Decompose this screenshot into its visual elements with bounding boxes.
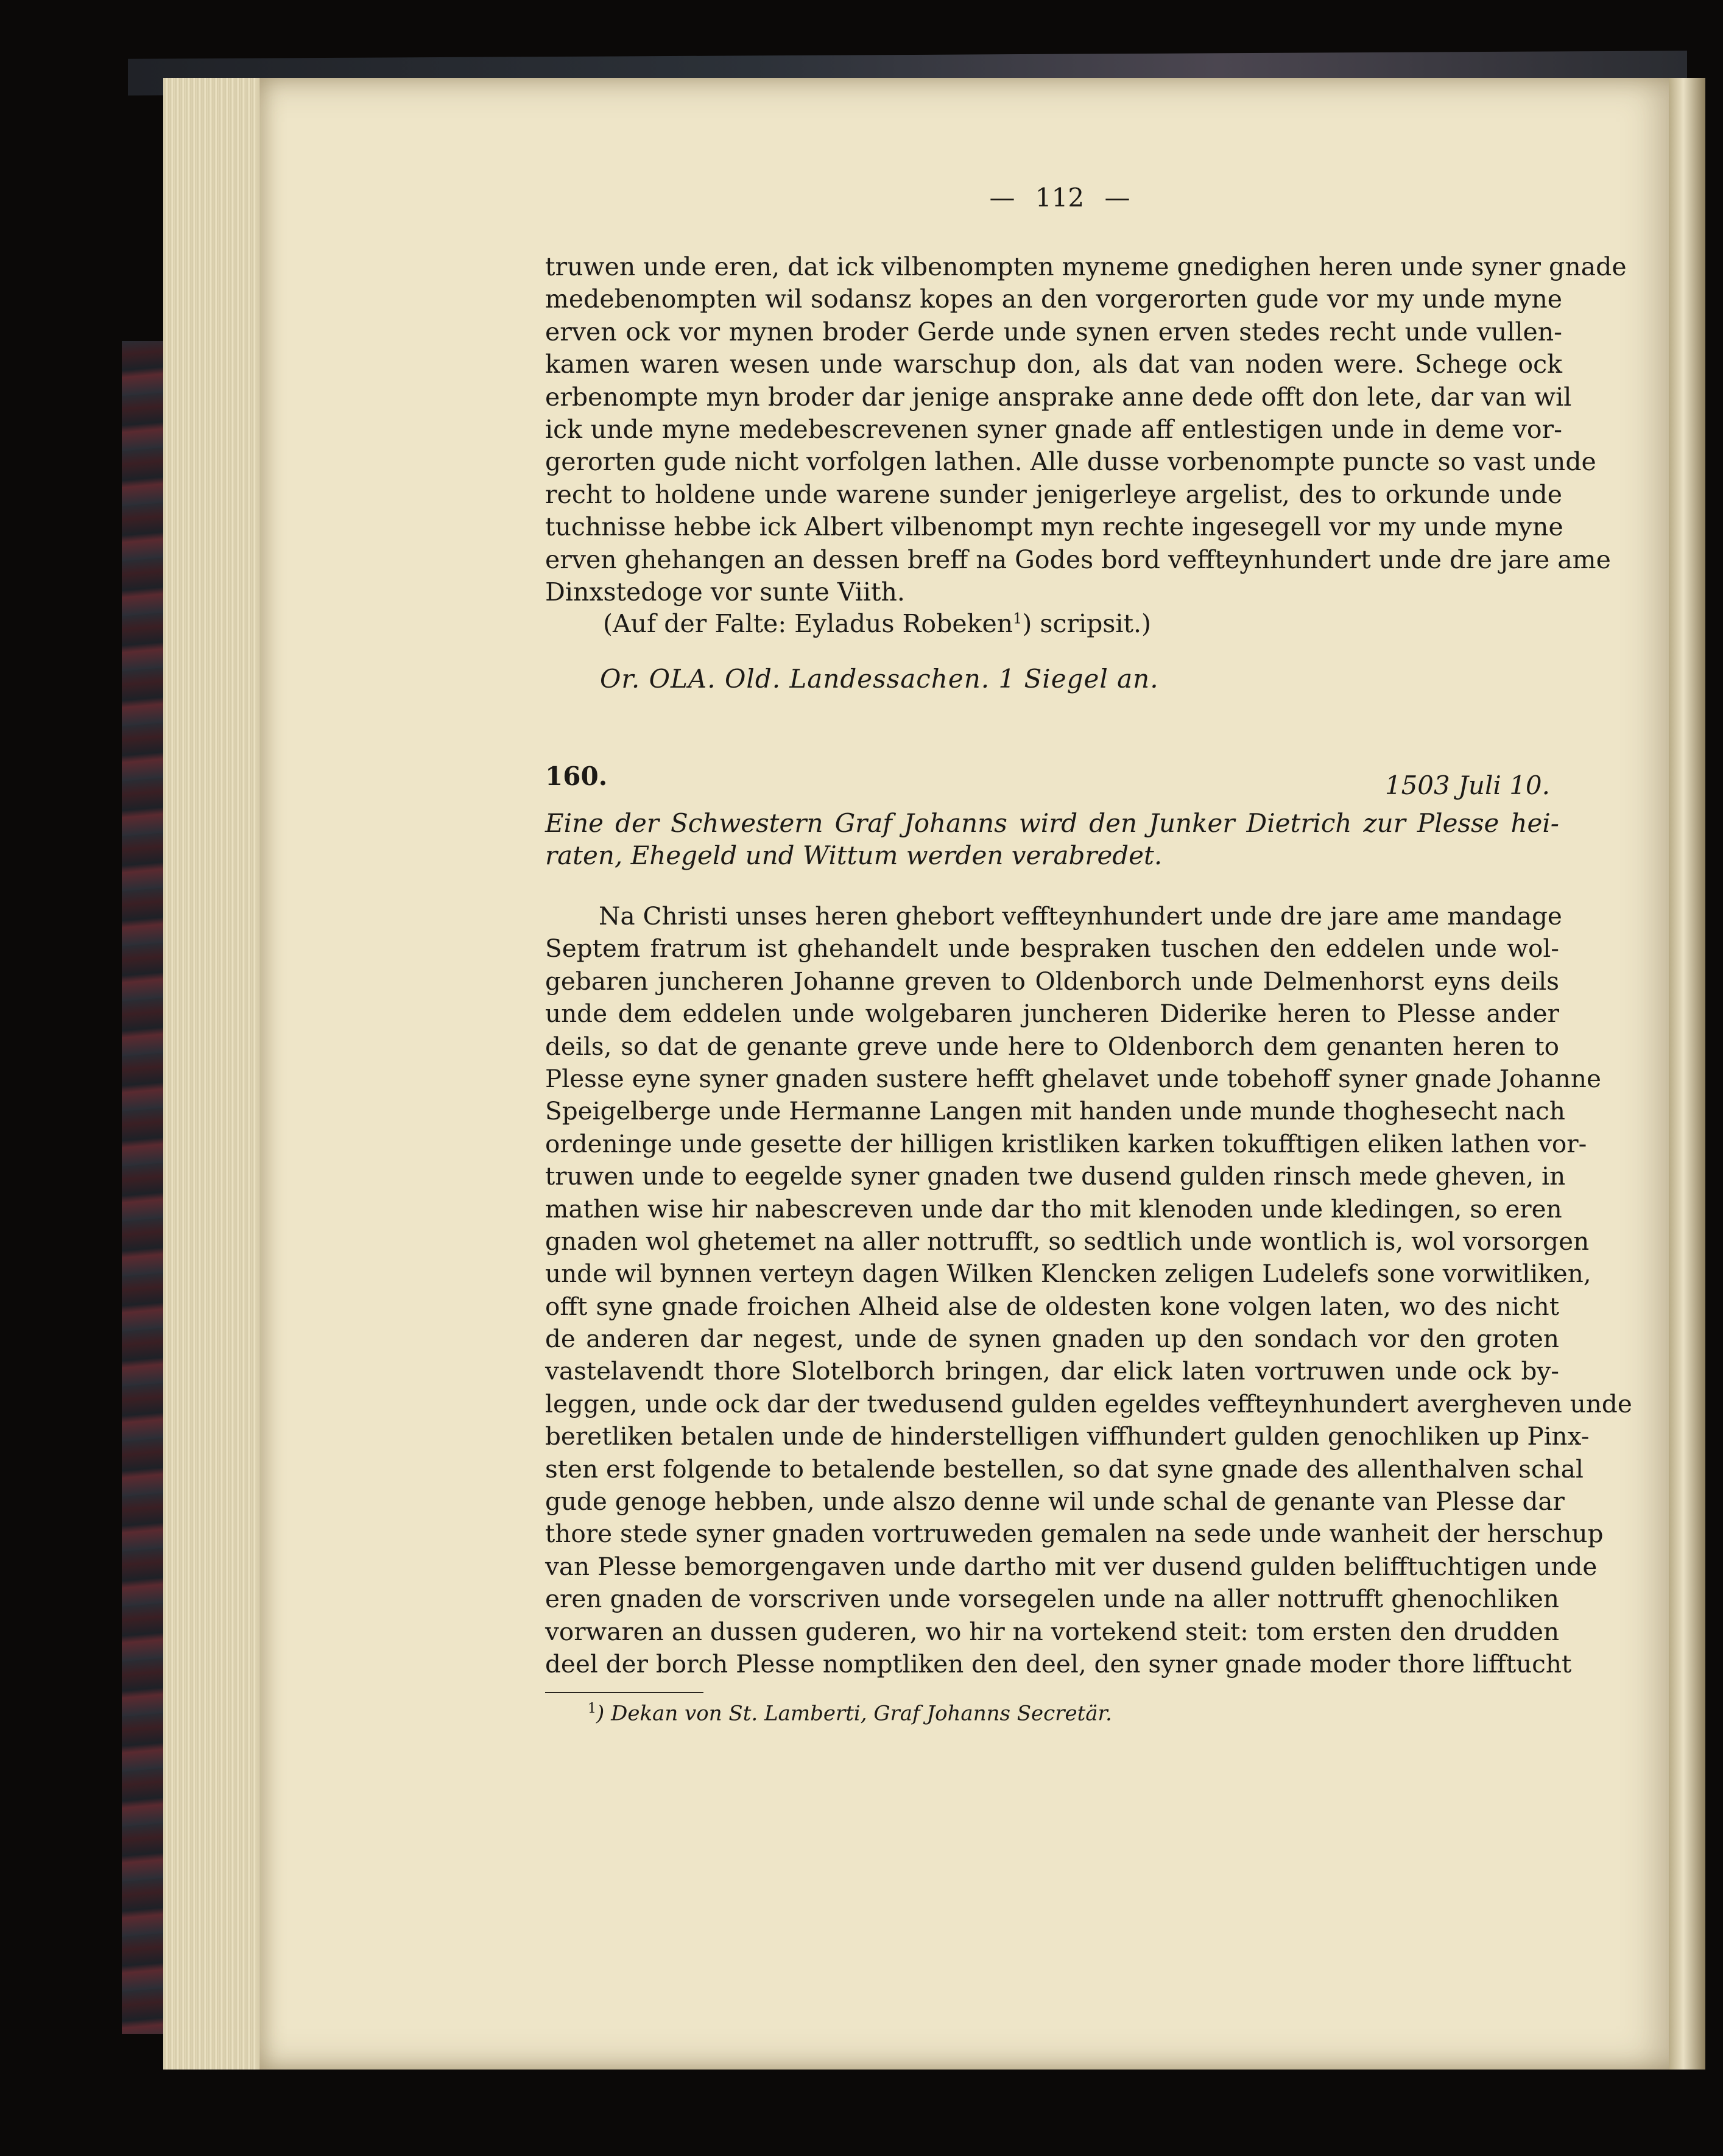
text-line: kamen waren wesen unde warschup don, als dat van noden were. Schege ock [545,350,1562,379]
text-line: unde wil bynnen verteyn dagen Wilken Klencken zeligen Ludelefs sone vorwitliken, [545,1259,1591,1289]
falte-note-line [603,608,1456,640]
text-line: ick unde myne medebescrevenen syner gnade aff entlestigen unde in deme vor- [545,414,1562,444]
text-line: Na Christi unses heren ghebort veffteynhundert unde dre jare ame mandage [599,901,1562,931]
document-summary [545,807,1559,872]
text-line: deils, so dat de genante greve unde here to Oldenborch dem genanten heren to [545,1031,1559,1061]
text-line: mathen wise hir nabescreven unde dar tho mit klenoden unde kledingen, so eren [545,1194,1562,1224]
text-line: gebaren juncheren Johanne greven to Oldenborch unde Delmenhorst eyns deils [545,966,1559,996]
text-line: deel der borch Plesse nomptliken den deel, den syner gnade moder thore lifftucht [545,1649,1572,1679]
page-number-dash-left: — [989,183,1015,213]
text-line: Dinxstedoge vor sunte Viith. [545,577,905,607]
text-line: gerorten gude nicht vorfolgen lathen. Alle dusse vorbenompte puncte so vast unde [545,447,1596,477]
document-number: 160. [545,761,608,791]
text-line: erbenompte myn broder dar jenige ansprake anne dede offt don lete, dar van wil [545,382,1572,412]
falte-footnote-mark: 1 [1013,610,1023,627]
page-right-fold [1669,78,1705,2070]
page-stack-edge [163,78,261,2070]
text-line: gnaden wol ghetemet na aller nottrufft, so sedtlich unde wontlich is, wol vorsorgen [545,1226,1590,1256]
page-number-value: 112 [1035,183,1085,213]
text-line: leggen, unde ock dar der twedusend gulden egeldes veffteynhundert avergheven unde [545,1389,1632,1418]
text-line: truwen unde to eegelde syner gnaden twe dusend gulden rinsch mede gheven, in [545,1161,1566,1191]
text-line: vorwaren an dussen guderen, wo hir na vortekend steit: tom ersten den drudden [545,1616,1560,1646]
text-line: van Plesse bemorgengaven unde dartho mit ver dusend gulden belifftuchtigen unde [545,1551,1598,1581]
text-line: Septem fratrum ist ghehandelt unde bespraken tuschen den eddelen unde wol- [545,934,1559,964]
continuation-paragraph [545,251,1627,608]
text-line: ordeninge unde gesette der hilligen kristliken karken tokufftigen eliken lathen vor- [545,1129,1587,1158]
summary-line: raten, Ehegeld und Wittum werden verabredet. [545,840,1163,870]
text-line: erven ock vor mynen broder Gerde unde synen erven stedes recht unde vullen- [545,317,1562,347]
falte-note-text-end: ) scripsit.) [1022,609,1152,638]
text-line: recht to holdene unde warene sunder jenigerleye argelist, des to orkunde unde [545,479,1562,509]
footnote [588,1701,1112,1725]
document-body [545,900,1632,1680]
text-line: beretliken betalen unde de hinderstelligen viffhundert gulden genochliken up Pinx- [545,1421,1590,1451]
page-number-dash-right: — [1104,183,1130,213]
document-date: 1503 Juli 10. [1384,770,1550,800]
text-line: eren gnaden de vorscriven unde vorsegelen unde na aller nottrufft ghenochliken [545,1584,1559,1614]
summary-line: Eine der Schwestern Graf Johanns wird den Junker Dietrich zur Plesse hei- [545,808,1559,838]
text-line: offt syne gnade froichen Alheid alse de oldesten kone volgen laten, wo des nicht [545,1291,1559,1321]
page-number [968,183,1151,213]
text-line: gude genoge hebben, unde alszo denne wil unde schal de genante van Plesse dar [545,1487,1565,1517]
footnote-mark: 1 [588,1701,596,1716]
text-line: sten erst folgende to betalende bestellen, so dat syne gnade des allenthalven schal [545,1454,1584,1484]
footnote-divider [545,1692,703,1693]
text-line: tuchnisse hebbe ick Albert vilbenompt myn rechte ingesegell vor my unde myne [545,512,1563,542]
falte-note [603,608,1456,640]
source-note: Or. OLA. Old. Landessachen. 1 Siegel an. [600,664,1159,694]
falte-note-text: (Auf der Falte: Eyladus Robeken [603,609,1013,638]
text-line: Plesse eyne syner gnaden sustere hefft ghelavet unde tobehoff syner gnade Johanne [545,1063,1601,1093]
text-line: truwen unde eren, dat ick vilbenompten myneme gnedighen heren unde syner gnade [545,252,1627,281]
text-line: unde dem eddelen unde wolgebaren juncheren Diderike heren to Plesse ander [545,999,1559,1029]
text-line: de anderen dar negest, unde de synen gnaden up den sondach vor den groten [545,1324,1559,1354]
text-line: vastelavendt thore Slotelborch bringen, dar elick laten vortruwen unde ock by- [545,1356,1559,1386]
footnote-text: ) Dekan von St. Lamberti, Graf Johanns Secretär. [596,1701,1112,1726]
text-line: thore stede syner gnaden vortruweden gemalen na sede unde wanheit der herschup [545,1519,1604,1549]
text-line: medebenompten wil sodansz kopes an den vorgerorten gude vor my unde myne [545,284,1562,314]
text-line: Speigelberge unde Hermanne Langen mit handen unde munde thoghesecht nach [545,1096,1565,1126]
text-line: erven ghehangen an dessen breff na Godes bord veffteynhundert unde dre jare ame [545,544,1611,574]
